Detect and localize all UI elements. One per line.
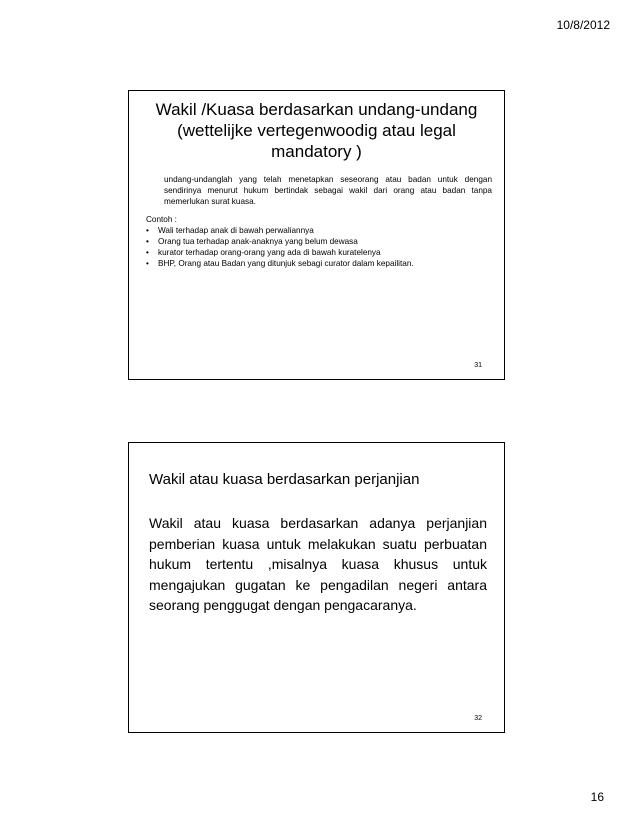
example-label: Contoh :: [146, 215, 177, 224]
list-item-text: Wali terhadap anak di bawah perwaliannya: [158, 226, 314, 235]
slide-32: [128, 442, 505, 733]
slide-title: Wakil atau kuasa berdasarkan perjanjian: [149, 471, 420, 488]
list-item: [146, 236, 504, 247]
print-date: 10/8/2012: [556, 18, 610, 32]
list-item: [146, 247, 504, 258]
example-list: [129, 225, 504, 269]
slide-title-line: Wakil /Kuasa berdasarkan undang-undang: [155, 100, 478, 119]
slide-31: [128, 90, 505, 380]
slide-number: 31: [474, 362, 482, 369]
slide-number: 32: [474, 715, 482, 722]
list-item-text: Orang tua terhadap anak-anaknya yang belum dewasa: [158, 237, 358, 246]
bullet-icon: •: [146, 237, 149, 246]
list-item: [146, 225, 504, 236]
slide-title-line: (wettelijke vertegenwoodig atau legal: [177, 121, 456, 140]
bullet-icon: •: [146, 259, 149, 268]
bullet-icon: •: [146, 226, 149, 235]
slide-title: [137, 99, 496, 162]
slide-title-line: mandatory ): [271, 142, 362, 161]
slide-lead-paragraph: undang-undanglah yang telah menetapkan seseorang atau badan untuk dengan sendirinya menurut hukum bertindak sebagai wakil dari orang atau badan tanpa memerlukan surat kuasa.: [164, 175, 492, 206]
page-number: 16: [590, 790, 604, 804]
list-item-text: BHP, Orang atau Badan yang ditunjuk sebagi curator dalam kepailitan.: [158, 259, 414, 268]
bullet-icon: •: [146, 248, 149, 257]
list-item-text: kurator terhadap orang-orang yang ada di bawah kuratelenya: [158, 248, 381, 257]
list-item: [146, 258, 504, 269]
slide-body-paragraph: Wakil atau kuasa berdasarkan adanya perjanjian pemberian kuasa untuk melakukan suatu perbuatan hukum tertentu ,misalnya kuasa khusus untuk mengajukan gugatan ke pengadilan negeri antara seorang penggugat dengan pengacaranya.: [149, 515, 487, 613]
